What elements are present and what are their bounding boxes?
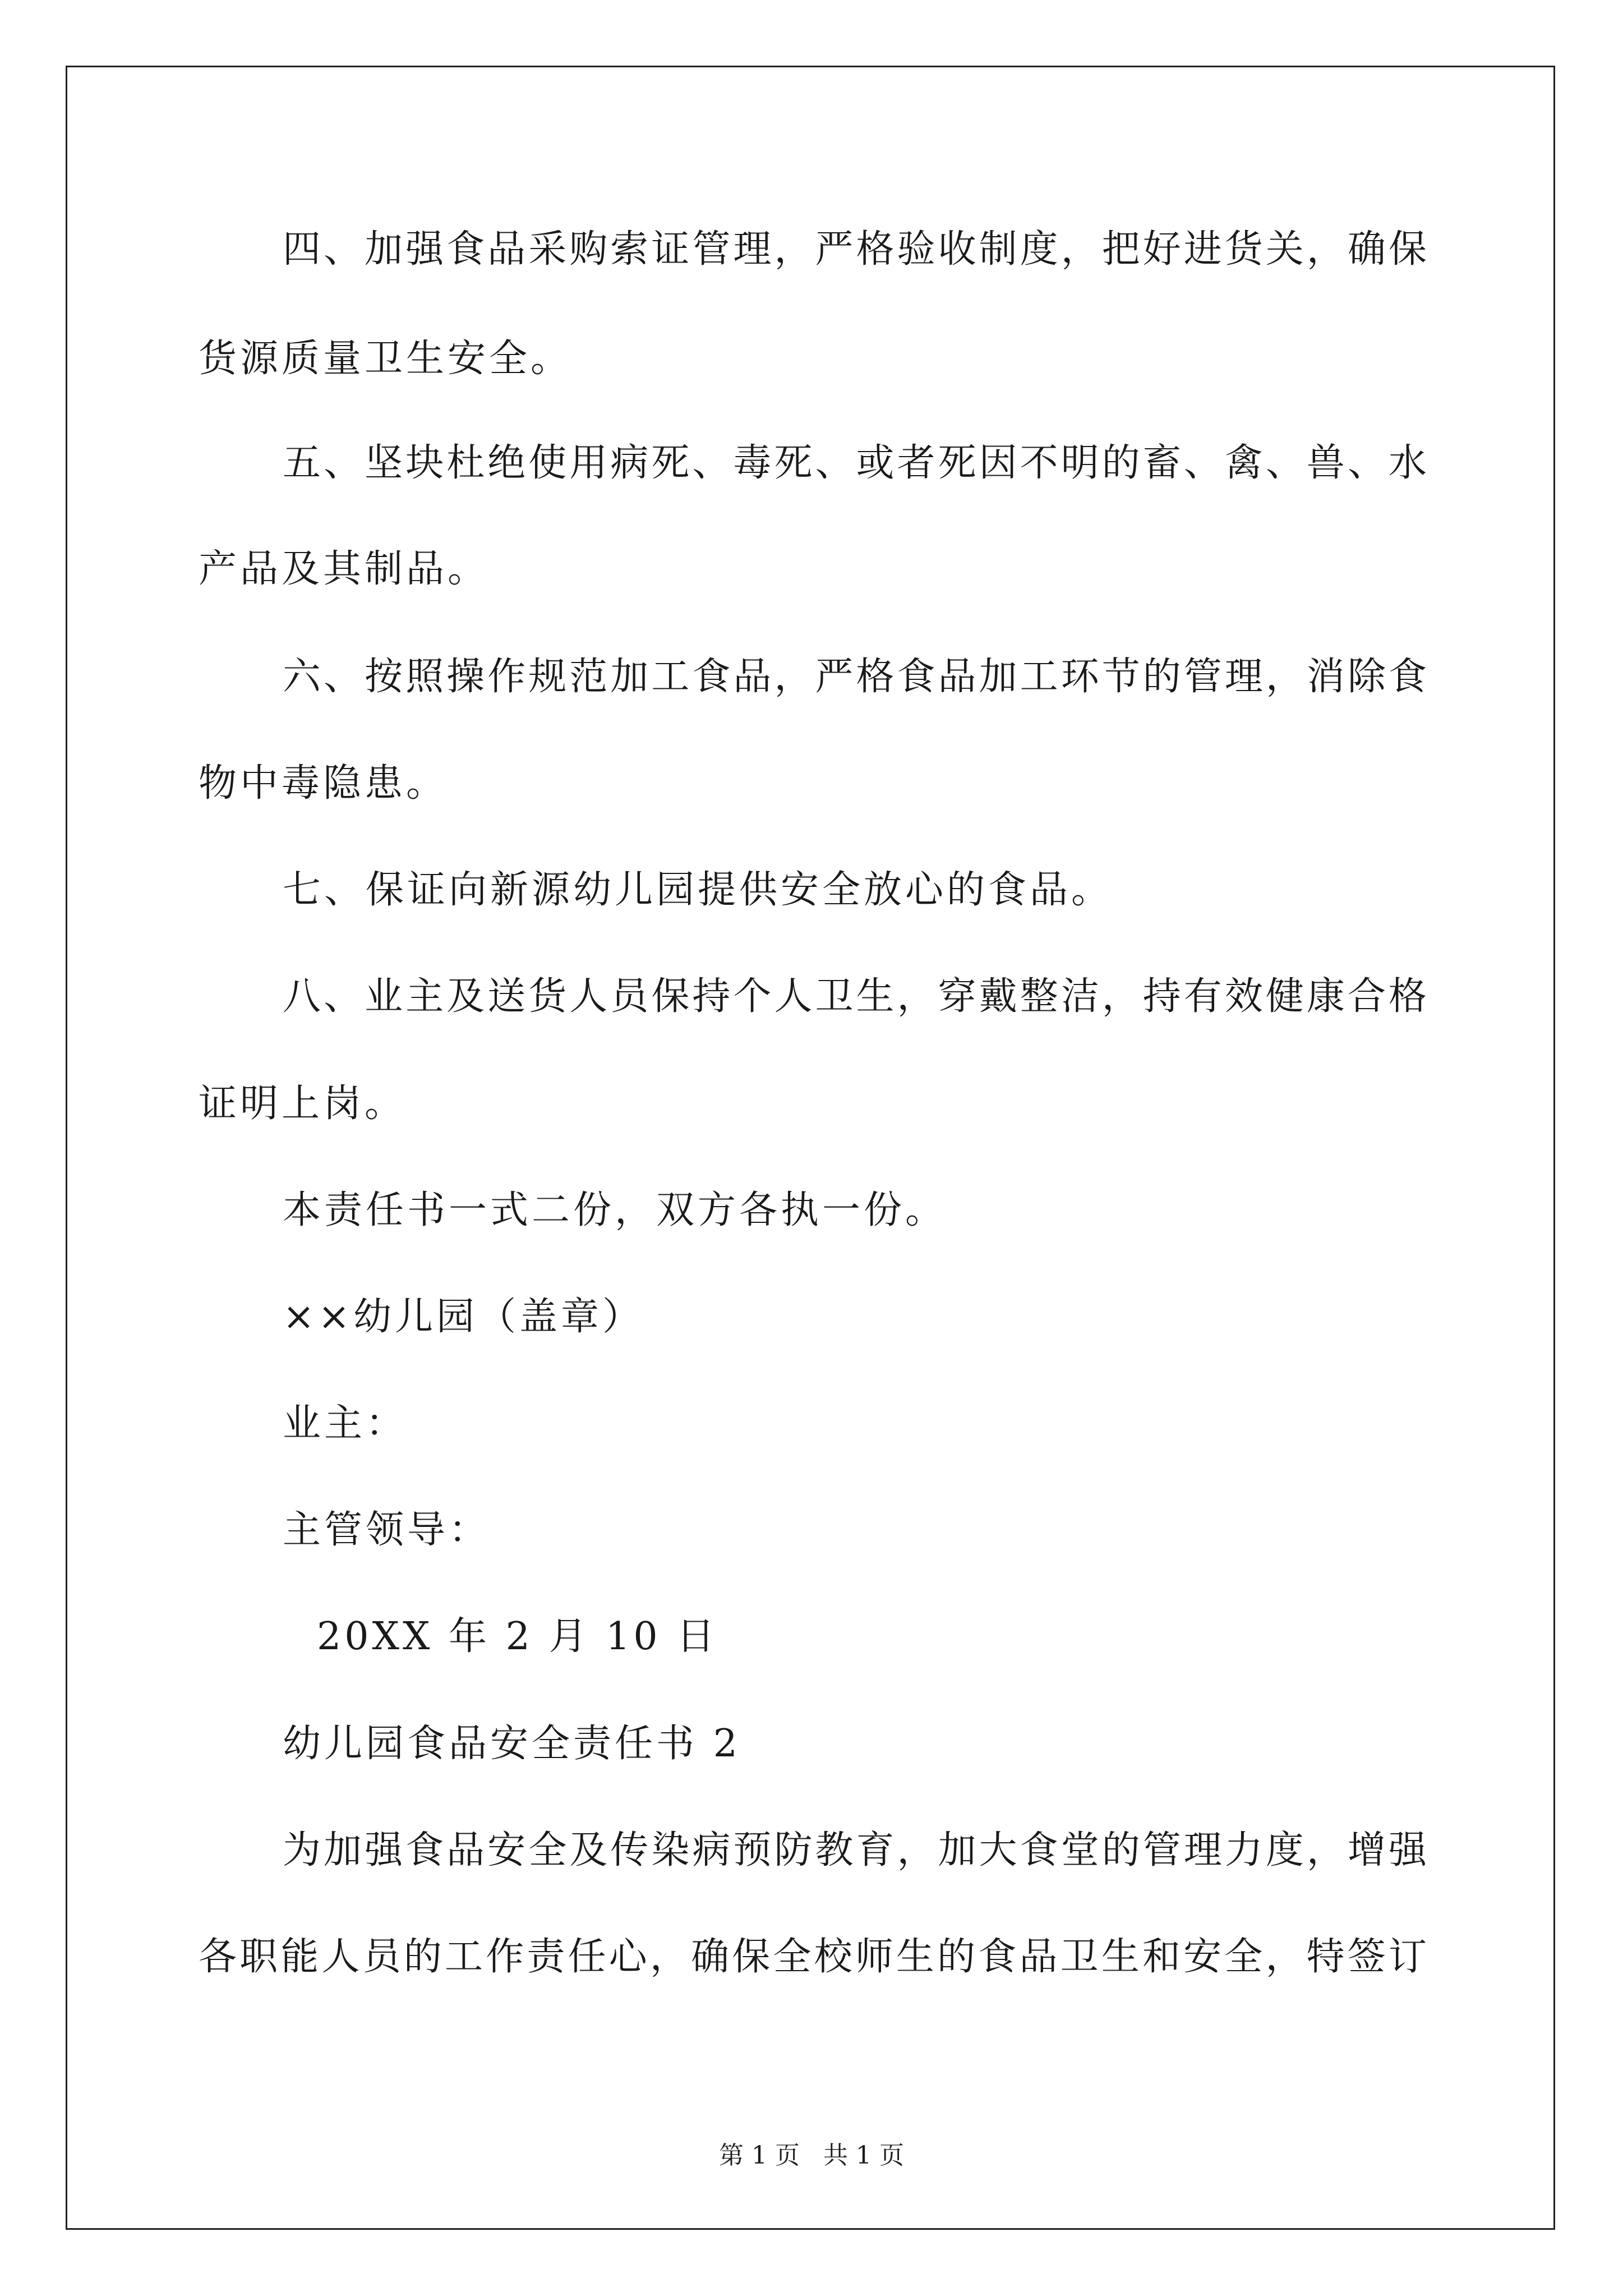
section-title-2: 幼儿园食品安全责任书 2 (283, 1722, 741, 1766)
clause-6-line-2: 物中毒隐患。 (199, 761, 448, 806)
copies-note: 本责任书一式二份，双方各执一份。 (283, 1188, 947, 1232)
clause-4-line-1: 四、加强食品采购索证管理，严格验收制度，把好进货关，确保 (283, 227, 1427, 272)
clause-4-line-2: 货源质量卫生安全。 (199, 337, 573, 381)
owner-signature: 业主： (283, 1401, 408, 1446)
kindergarten-seal: ××幼儿园（盖章） (283, 1295, 644, 1339)
page-border (66, 66, 1555, 2230)
clause-6-line-1: 六、按照操作规范加工食品，严格食品加工环节的管理，消除食 (283, 655, 1427, 699)
clause-7: 七、保证向新源幼儿园提供安全放心的食品。 (283, 868, 1113, 912)
clause-5-line-1: 五、坚块杜绝使用病死、毒死、或者死因不明的畜、禽、兽、水 (283, 441, 1427, 485)
clause-8-line-2: 证明上岗。 (199, 1082, 407, 1126)
clause-8-line-1: 八、业主及送货人员保持个人卫生，穿戴整洁，持有效健康合格 (283, 974, 1427, 1019)
intro-line-1: 为加强食品安全及传染病预防教育，加大食堂的管理力度，增强 (283, 1828, 1427, 1872)
signing-date: 20XX 年 2 月 10 日 (317, 1614, 718, 1659)
intro-line-2: 各职能人员的工作责任心，确保全校师生的食品卫生和安全，特签订 (199, 1935, 1427, 1979)
clause-5-line-2: 产品及其制品。 (199, 547, 490, 591)
supervisor-signature: 主管领导： (283, 1508, 491, 1552)
page-footer: 第 1 页 共 1 页 (719, 2141, 904, 2170)
